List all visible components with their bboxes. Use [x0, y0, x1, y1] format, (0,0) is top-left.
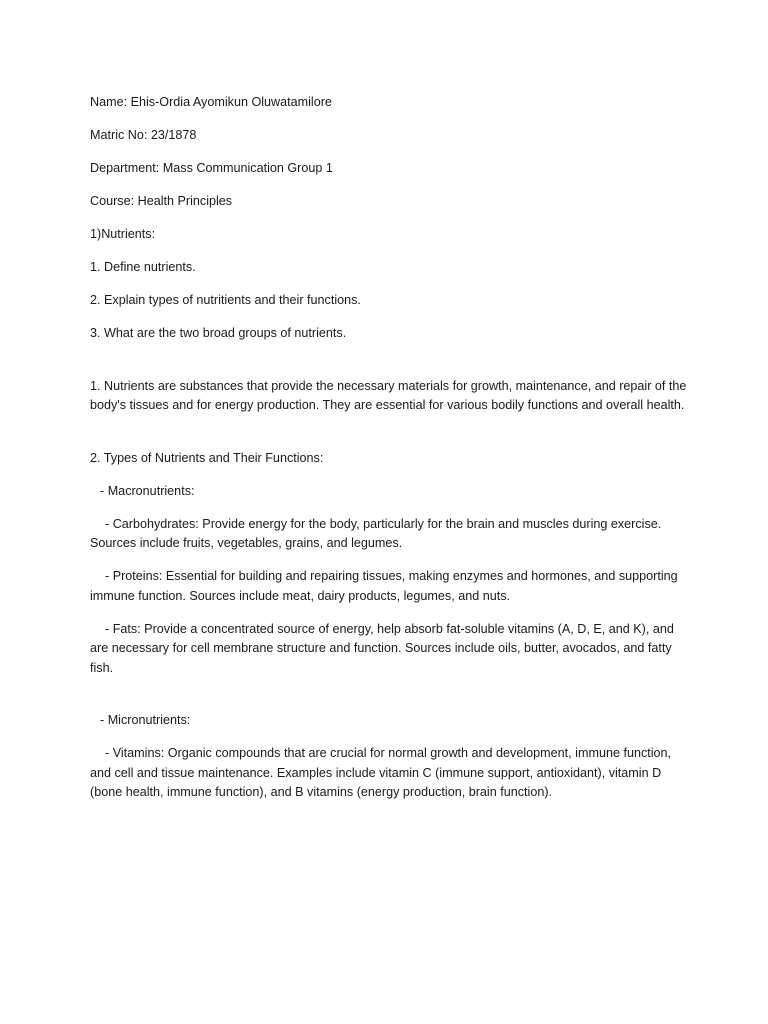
macronutrients-heading: - Macronutrients: — [100, 483, 195, 498]
question-1: 1. Define nutrients. — [90, 260, 196, 274]
spacer — [90, 357, 688, 377]
spacer — [90, 429, 688, 449]
vitamins-paragraph: - Vitamins: Organic compounds that are crucial for normal growth and development, immune function, and cell and tissue maintenance. Examples include vitamin C (immune support, antioxidant), vitamin D (bone health, immune function), and B vitamins (energy production, brain function). — [90, 746, 672, 799]
document-body — [90, 93, 688, 816]
course: Course: Health Principles — [90, 194, 233, 208]
department: Department: Mass Communication Group 1 — [90, 161, 333, 175]
answer-1: 1. Nutrients are substances that provide the necessary materials for growth, maintenance, and repair of the body's tissues and for energy production. They are essential for various bodily functions and overall health. — [90, 378, 687, 412]
question-2: 2. Explain types of nutritients and their functions. — [90, 293, 361, 307]
micronutrients-heading: - Micronutrients: — [100, 713, 191, 727]
fats-paragraph: - Fats: Provide a concentrated source of energy, help absorb fat-soluble vitamins (A, D, E, and K), and are necessary for cell membrane structure and function. Sources include oils, butter, avocados, and fatty fish. — [90, 621, 674, 675]
answer-2-heading: 2. Types of Nutrients and Their Functions: — [90, 450, 324, 465]
proteins-paragraph: - Proteins: Essential for building and repairing tissues, making enzymes and hormones, and supporting immune function. Sources include meat, dairy products, legumes, and nuts. — [90, 569, 678, 603]
spacer — [90, 692, 688, 712]
matric-number: Matric No: 23/1878 — [90, 128, 197, 142]
question-3: 3. What are the two broad groups of nutrients. — [90, 326, 347, 340]
section-heading: 1)Nutrients: — [90, 227, 156, 241]
student-name: Name: Ehis-Ordia Ayomikun Oluwatamilore — [90, 95, 332, 109]
carbohydrates-paragraph: - Carbohydrates: Provide energy for the body, particularly for the brain and muscles during exercise. Sources include fruits, vegetables, grains, and legumes. — [90, 516, 662, 550]
